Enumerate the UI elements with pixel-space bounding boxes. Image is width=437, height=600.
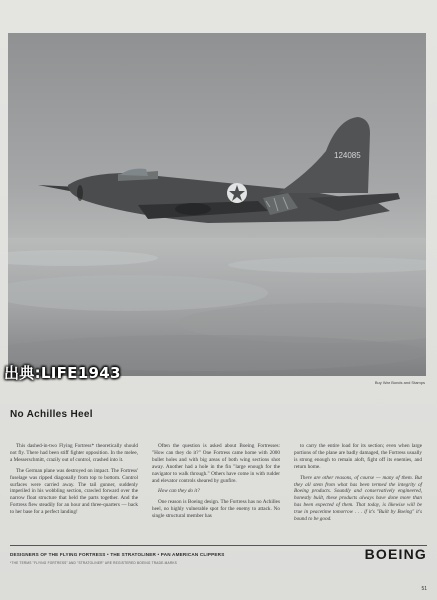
- headline: No Achilles Heel: [10, 409, 93, 420]
- paragraph: Often the question is asked about Boeing Fortresses: "How can they do it?" One Fortress came home with 2000 bullet holes and with big areas of both wing sections shot away. Another had a hole in the fin "large enough for the navigator to walk through." Others have come in with rudder and elevator controls sheared by gunfire.: [152, 443, 280, 484]
- page-number: 51: [421, 586, 427, 592]
- paragraph: to carry the entire load for its section; even when large portions of the plane are badly damaged, the Fortress usually is strong enough to remain aloft, fight off its enemies, and return home.: [294, 443, 422, 470]
- trademark-note: *THE TERMS "FLYING FORTRESS" AND "STRATOLINER" ARE REGISTERED BOEING TRADE-MARKS: [10, 561, 177, 565]
- paragraph: How can they do it?: [158, 488, 200, 495]
- paragraph: The German plane was destroyed on impact. The Fortress' fuselage was ripped diagonally from top to bottom. Control surfaces were carried away. The tail gunner, suddenly imperiled in his wobbling section, crawled forward over the narrow float structure that held the parts together. And the Fortress flew steadily for an hour and three-quarters — back to her base for a perfect landing!: [10, 467, 138, 516]
- column-2: [152, 443, 280, 524]
- paragraph: There are other reasons, of course — many of them. But they all stem from what has been termed the integrity of Boeing products. Soundly and conservatively engineered, honestly built, these products always have done more than has been expected of them. That today, is likewise will be true in peacetime tomorrow . . . if it's "Built by Boeing" it's bound to be good.: [294, 474, 422, 523]
- paragraph: This dashed-in-two Flying Fortress* theoretically should not fly. There had been stiff fighter opposition. In the melee, a Messerschmitt, crazily out of control, crashed into it.: [10, 443, 138, 463]
- photo-caption: Buy War Bonds and Stamps: [374, 380, 425, 385]
- boeing-logo: BOEING: [364, 546, 427, 562]
- paragraph: One reason is Boeing design. The Fortress has no Achilles heel, no highly vulnerable spot for the enemy to attack. No single structural member has: [152, 499, 280, 520]
- source-watermark: 出典:LIFE1943: [4, 364, 121, 382]
- column-1: [10, 443, 138, 520]
- flying-fortress-illustration: [8, 33, 426, 376]
- footer-tagline: DESIGNERS OF THE FLYING FORTRESS • THE STRATOLINER • PAN AMERICAN CLIPPERS: [10, 552, 225, 557]
- column-3: [294, 443, 422, 527]
- tail-number: 124085: [334, 151, 361, 160]
- bomber-photo: [8, 33, 426, 376]
